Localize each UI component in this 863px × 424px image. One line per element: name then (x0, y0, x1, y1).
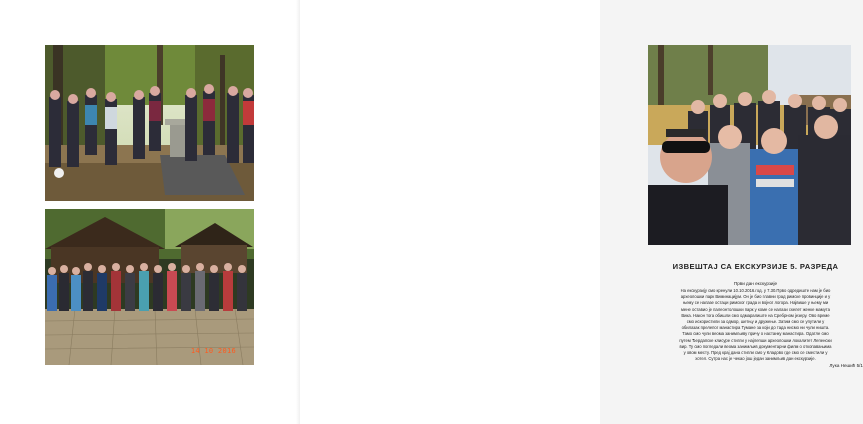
report-line: вир. Ту смо погледали веома занимљив документарни филм о откопавањима (679, 343, 832, 349)
group-selfie-photo (648, 45, 851, 245)
report-line: путем Ђердапске клисуре стигли у најлепши археолошки локалитет Лепенски (679, 337, 832, 343)
report-line: њему се налазе остаци римског града и војног логора. Највише у њему ми (682, 300, 829, 306)
report-line: Тамо смо чули веома занимљиву причу о настанку манастира. Одатле смо (682, 331, 829, 337)
report-title: ИЗВЕШТАЈ СА ЕКСКУРЗИЈЕ 5. РАЗРЕДА (672, 262, 839, 271)
report-subtitle: Први дан екскурзије (733, 281, 778, 286)
group-photo-monument (45, 45, 254, 201)
photo-houses-image (45, 209, 254, 365)
report-line: смо искористили за одмор, шетњу и дружење. Затим смо се упутили у (686, 319, 825, 325)
report-body (648, 288, 863, 362)
report-line: мене оставио је палеонтолошки парк у коме се налази скелет женке мамута (681, 306, 830, 312)
report-line: обилазак прелепог манастира Тумане за који до тада нисмо ни чули ништа. (681, 325, 830, 331)
report-line: Вика. Након тога обишли смо одмаралиште на Сребрном језеру. Ово време (681, 312, 830, 318)
photo-selfie-image (648, 45, 851, 245)
report-line: хотел. Сутра нас је чекао још један занимљив дан екскурзије. (695, 356, 816, 362)
photo-date-stamp: 14 10 2016 (190, 347, 236, 355)
report-author: Лука Нешић 5/1 (829, 363, 863, 369)
report-line: у овом месту. Пред крај дана стигли смо у Кладово где смо се сместили у (683, 350, 828, 356)
excursion-report (648, 262, 863, 368)
photo-monument-image (45, 45, 254, 201)
left-page (0, 0, 300, 424)
group-photo-traditional-houses (45, 209, 254, 365)
right-page (300, 0, 863, 424)
report-line: археолошки парк Виминацијум. Он је био главни град римске провинције и у (680, 294, 831, 300)
report-line: На екскурзију смо кренули 10.10.2016.год. у 7.30.Прво одредиште нам је био (680, 288, 831, 293)
